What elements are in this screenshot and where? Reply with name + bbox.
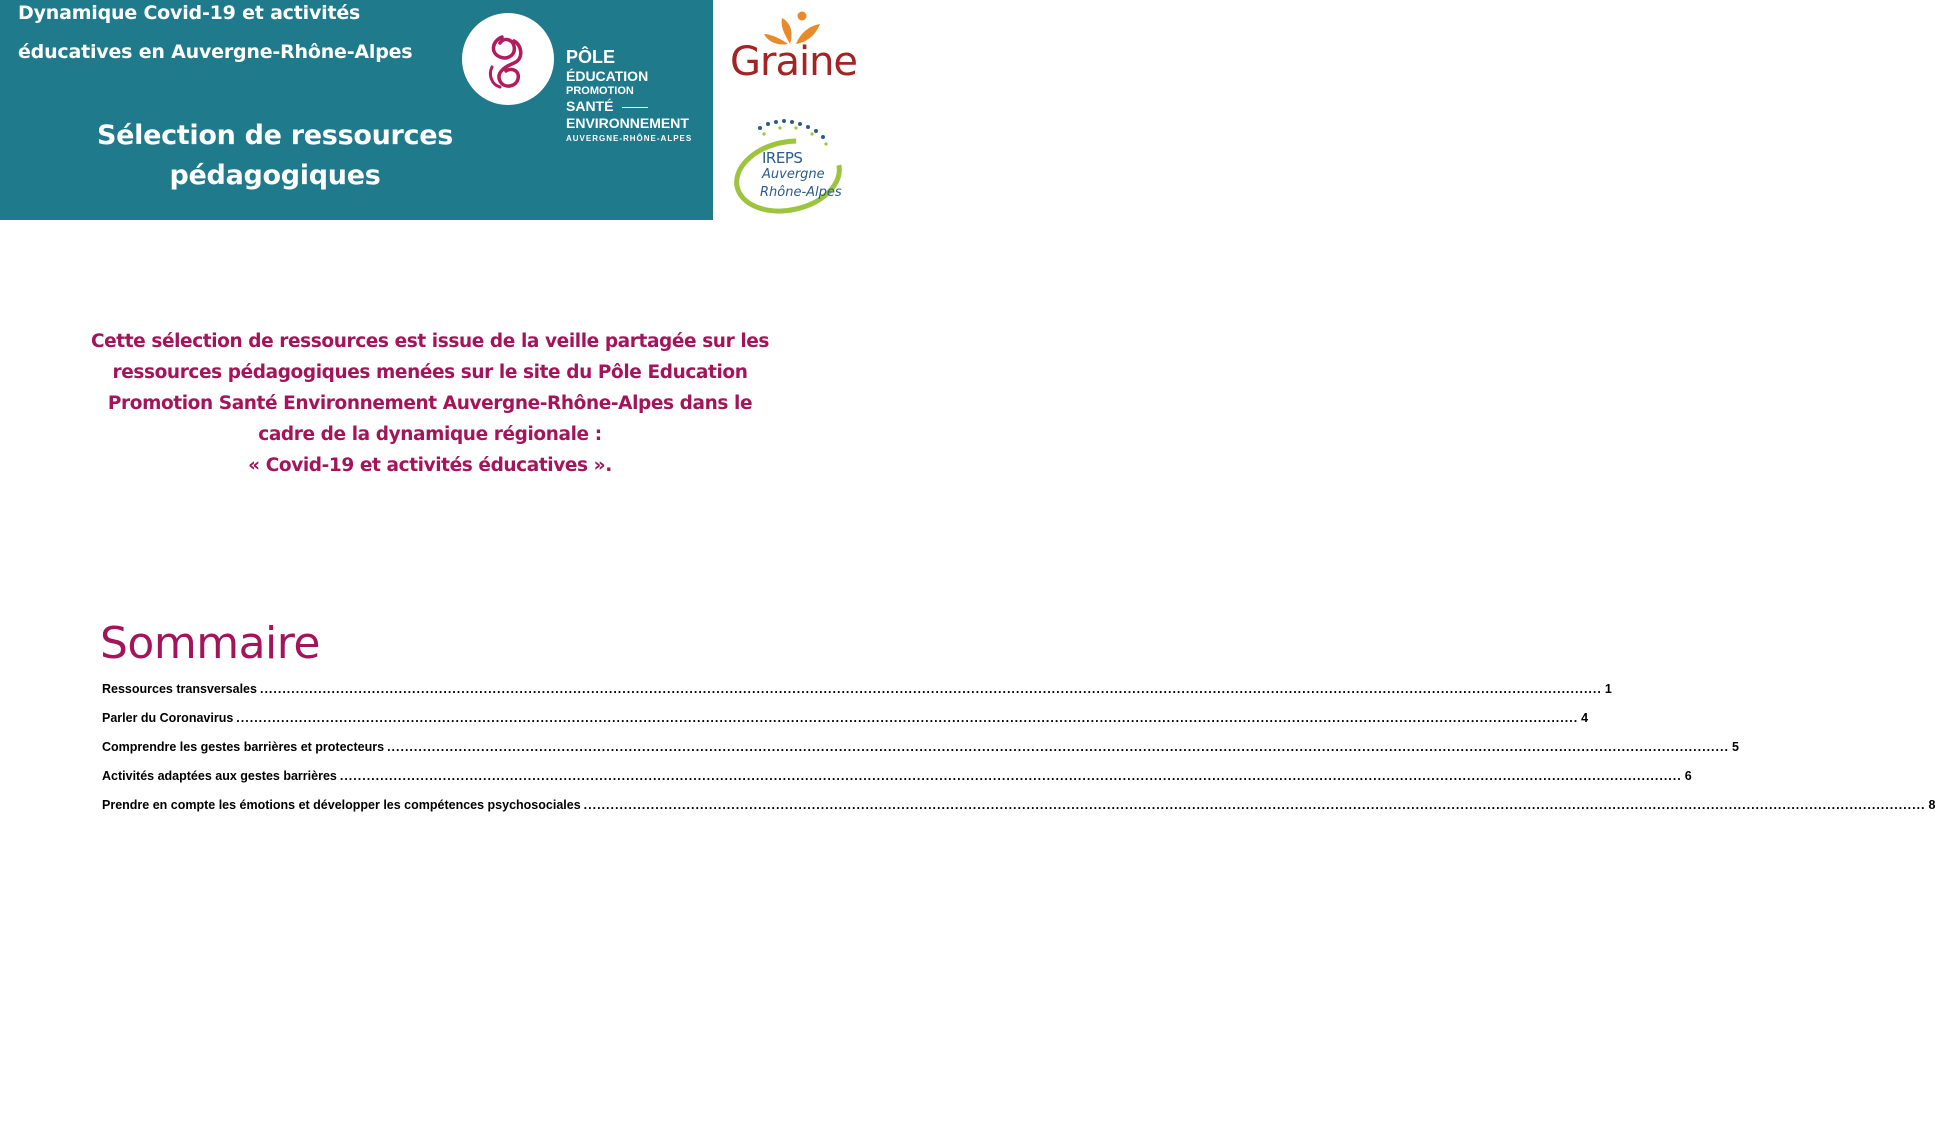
intro-line: ressources pédagogiques menées sur le site du Pôle Education [112, 362, 748, 383]
pole-swirl-icon [462, 13, 554, 105]
selection-title-line2: pédagogiques [169, 160, 381, 191]
ireps-logo-line1: IREPS [762, 149, 803, 167]
header-title-line2: éducatives en Auvergne-Rhône-Alpes [18, 41, 413, 63]
toc-entry-label: Parler du Coronavirus [102, 711, 234, 725]
toc-leader-dots: ............................................................................................................................................................................................................................................................................................................ [259, 682, 1602, 696]
toc-entry[interactable] [102, 740, 1739, 769]
header-title-line1: Dynamique Covid-19 et activités [18, 2, 361, 24]
intro-line: Promotion Santé Environnement Auvergne-Rhône-Alpes dans le [107, 393, 753, 414]
toc-entry[interactable] [102, 769, 1692, 798]
toc-leader-dots: ............................................................................................................................................................................................................................................................................................................ [583, 798, 1926, 812]
header-banner [0, 0, 713, 220]
intro-line: « Covid-19 et activités éducatives ». [248, 455, 612, 476]
pole-logo-line4: SANTÉ [566, 98, 614, 114]
toc-entry[interactable] [102, 682, 1612, 711]
toc-entry-label: Activités adaptées aux gestes barrières [102, 769, 337, 783]
toc-entry-page: 5 [1731, 740, 1739, 754]
toc-leader-dots: ............................................................................................................................................................................................................................................................................................................ [236, 711, 1579, 725]
ireps-logo-line3: Rhône-Alpes [760, 185, 842, 200]
toc-leader-dots: ............................................................................................................................................................................................................................................................................................................ [387, 740, 1729, 754]
toc-entry-page: 6 [1684, 769, 1692, 783]
table-of-contents [102, 682, 1935, 827]
pole-logo-line3: PROMOTION [566, 85, 634, 97]
toc-entry-page: 8 [1928, 798, 1935, 812]
selection-title [40, 116, 510, 196]
toc-entry-page: 1 [1604, 682, 1612, 696]
intro-line: cadre de la dynamique régionale : [258, 424, 602, 445]
selection-title-line1: Sélection de ressources [96, 120, 454, 151]
toc-entry-page: 4 [1581, 711, 1589, 725]
pole-logo-line6: AUVERGNE-RHÔNE-ALPES [566, 134, 693, 143]
graine-logo-word: Graine [730, 39, 858, 85]
toc-entry-label: Comprendre les gestes barrières et protecteurs [102, 740, 385, 754]
pole-logo-circle [462, 13, 554, 105]
pole-logo-divider [622, 107, 648, 108]
toc-entry[interactable] [102, 711, 1589, 740]
toc-entry[interactable] [102, 798, 1935, 827]
toc-leader-dots: ............................................................................................................................................................................................................................................................................................................ [339, 769, 1682, 783]
toc-entry-label: Ressources transversales [102, 682, 257, 696]
intro-paragraph [80, 326, 780, 481]
sommaire-heading: Sommaire [100, 618, 320, 669]
pole-logo-line5: ENVIRONNEMENT [566, 115, 689, 131]
ireps-logo-line2: Auvergne [762, 167, 825, 182]
pole-logo-line1: PÔLE [566, 47, 616, 67]
intro-line: Cette sélection de ressources est issue de la veille partagée sur les [90, 331, 770, 352]
toc-entry-label: Prendre en compte les émotions et développer les compétences psychosociales [102, 798, 581, 812]
pole-logo-line2: ÉDUCATION [566, 68, 649, 84]
